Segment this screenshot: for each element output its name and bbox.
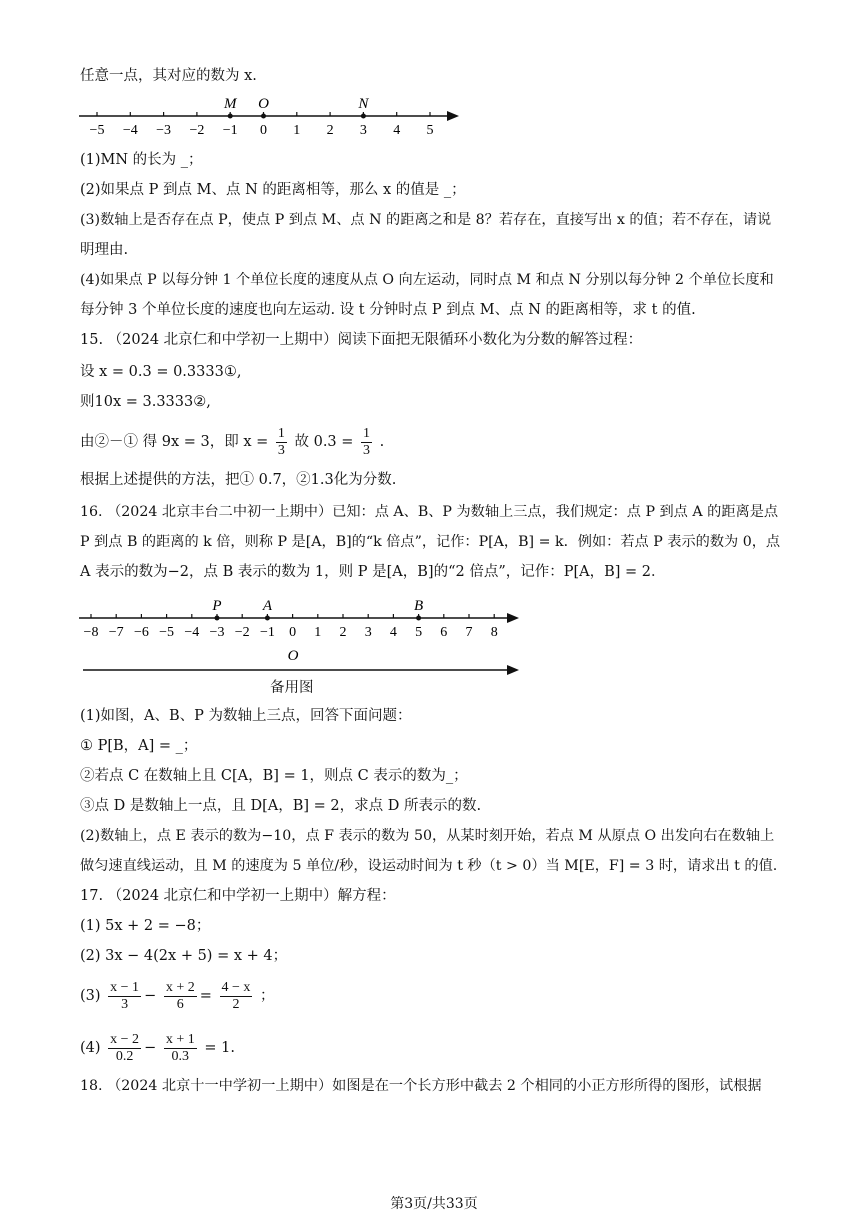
q15-step-c — [80, 424, 384, 460]
question-1: (1)MN 的长为 _； — [80, 152, 203, 168]
sub-question-1: (1)如图，A、B、P 为数轴上三点，回答下面问题： — [80, 708, 412, 724]
page-footer: 第3页/共33页 — [390, 1196, 478, 1212]
q15-step-c-text: 由②－① 得 9x = 3，即 x = — [80, 434, 269, 450]
tick-label: 7 — [465, 625, 473, 640]
tick-label: −8 — [83, 625, 99, 640]
origin-label: O — [287, 648, 299, 664]
question-16a: 16. （2024 北京丰台二中初一上期中）已知：点 A、B、P 为数轴上三点，我们规定：点 P 到点 A 的距离是点 — [80, 504, 779, 520]
question-17: 17. （2024 北京仁和中学初一上期中）解方程： — [80, 888, 396, 904]
point-p — [215, 616, 220, 621]
sub-question-2b: 做匀速直线运动，且 M 的速度为 5 单位/秒，设运动时间为 t 秒（t > 0）当 M[E，F] = 3 时，请求出 t 的值. — [80, 858, 778, 874]
tick-label: 5 — [426, 123, 434, 138]
number-line-pab — [75, 594, 525, 642]
tick-label: −2 — [189, 123, 205, 138]
tick-label: 3 — [359, 123, 367, 138]
tick-label: 5 — [415, 625, 423, 640]
fraction-e4-a: $\frac{x - 2}{0.2}$ — [110, 1031, 140, 1064]
fraction-e3-a: $\frac{x - 1}{3}$ — [110, 979, 140, 1012]
tick-label: 3 — [364, 625, 372, 640]
tick-label: 0 — [289, 625, 297, 640]
q15-step-b: 则10x = 3.3333②, — [80, 394, 211, 410]
sub-question-1a: ① P[B，A] = _； — [80, 738, 198, 754]
tick-label: −5 — [89, 123, 105, 138]
sub-question-2a: (2)数轴上，点 E 表示的数为−10，点 F 表示的数为 50，从某时刻开始，若点 M 从原点 O 出发向右在数轴上 — [80, 828, 775, 844]
point-label-b: B — [414, 598, 424, 614]
equation-4: (4) $\frac{x - 2}{0.2}$ − $\frac{x + 1}{0.3}$ = 1. — [80, 1031, 235, 1064]
tick-label: −1 — [222, 123, 238, 138]
point-n — [361, 114, 366, 119]
equation-3-end: ； — [260, 988, 275, 1004]
fraction-one-third-2: $\frac{1}{3}$ — [363, 425, 371, 458]
question-3a: (3)数轴上是否存在点 P，使点 P 到点 M、点 N 的距离之和是 8？若存在，直接写出 x 的值；若不存在，请说 — [80, 212, 772, 228]
intro-line: 任意一点，其对应的数为 x. — [80, 68, 257, 84]
tick-label: −6 — [133, 625, 149, 640]
q15-step-c-period: . — [379, 434, 385, 450]
number-line-spare — [75, 644, 525, 676]
point-b — [416, 616, 421, 621]
sub-question-1c: ③点 D 是数轴上一点，且 D[A，B] = 2，求点 D 所表示的数. — [80, 798, 482, 814]
point-label-n: N — [358, 96, 369, 112]
point-o — [261, 114, 266, 119]
question-16b: P 到点 B 的距离的 k 倍，则称 P 是[A，B]的“k 倍点”，记作：P[A，B] = k．例如：若点 P 表示的数为 0，点 — [80, 534, 781, 550]
equation-3: (3) $\frac{x - 1}{3}$ − $\frac{x + 2}{6}$ = $\frac{4 - x}{2}$ ； — [80, 979, 275, 1012]
tick-label: 1 — [293, 123, 301, 138]
tick-label: 0 — [260, 123, 267, 138]
question-4a: (4)如果点 P 以每分钟 1 个单位长度的速度从点 O 向左运动，同时点 M 和点 N 分别以每分钟 2 个单位长度和 — [80, 272, 774, 288]
tick-label: 2 — [326, 123, 334, 138]
equation-4-label: (4) — [80, 1040, 101, 1056]
fraction-e4-b: $\frac{x + 1}{0.3}$ — [165, 1031, 195, 1064]
point-m — [228, 114, 233, 119]
question-18: 18. （2024 北京十一中学初一上期中）如图是在一个长方形中截去 2 个相同的小正方形所得的图形，试根据 — [80, 1078, 762, 1094]
q15-task: 根据上述提供的方法，把① 0.7，②1.3化为分数. — [80, 472, 397, 488]
tick-label: −7 — [108, 625, 124, 640]
equation-3-label: (3) — [80, 988, 101, 1004]
tick-label: −3 — [209, 625, 225, 640]
question-4b: 每分钟 3 个单位长度的速度也向左运动. 设 t 分钟时点 P 到点 M、点 N 的距离相等，求 t 的值. — [80, 302, 696, 318]
tick-label: −1 — [259, 625, 275, 640]
point-a — [265, 616, 270, 621]
spare-figure-caption: 备用图 — [270, 680, 314, 696]
question-15: 15. （2024 北京仁和中学初一上期中）阅读下面把无限循环小数化为分数的解答过程： — [80, 332, 643, 348]
tick-label: −3 — [156, 123, 172, 138]
fraction-e3-c: $\frac{4 - x}{2}$ — [221, 979, 251, 1012]
tick-label: −2 — [234, 625, 250, 640]
point-label-a: A — [262, 598, 272, 614]
q15-step-c-text2: 故 0.3 = — [294, 434, 354, 450]
tick-label: 8 — [490, 625, 498, 640]
fraction-one-third: $\frac{1}{3}$ — [277, 425, 285, 458]
point-label-o: O — [258, 96, 269, 112]
tick-label: 1 — [314, 625, 322, 640]
q15-step-a: 设 x = 0.3 = 0.3333①, — [80, 364, 242, 380]
question-16c: A 表示的数为−2，点 B 表示的数为 1，则 P 是[A，B]的“2 倍点”，记作：P[A，B] = 2． — [80, 564, 666, 580]
point-label-m: M — [223, 96, 237, 112]
tick-label: −4 — [122, 123, 138, 138]
question-2: (2)如果点 P 到点 M、点 N 的距离相等，那么 x 的值是 _； — [80, 182, 466, 198]
equation-1: (1) 5x + 2 = −8； — [80, 918, 211, 934]
equation-4-end: = 1. — [204, 1040, 235, 1056]
tick-label: 6 — [440, 625, 448, 640]
tick-label: −5 — [159, 625, 175, 640]
fraction-e3-b: $\frac{x + 2}{6}$ — [165, 979, 195, 1012]
sub-question-1b: ②若点 C 在数轴上且 C[A，B] = 1，则点 C 表示的数为_； — [80, 768, 468, 784]
tick-label: 4 — [389, 625, 397, 640]
tick-label: −4 — [184, 625, 200, 640]
tick-label: 4 — [393, 123, 401, 138]
question-3b: 明理由. — [80, 242, 129, 258]
point-label-p: P — [212, 598, 222, 614]
number-line-mn — [75, 92, 465, 144]
equation-2: (2) 3x − 4(2x + 5) = x + 4； — [80, 948, 288, 964]
tick-label: 2 — [339, 625, 347, 640]
